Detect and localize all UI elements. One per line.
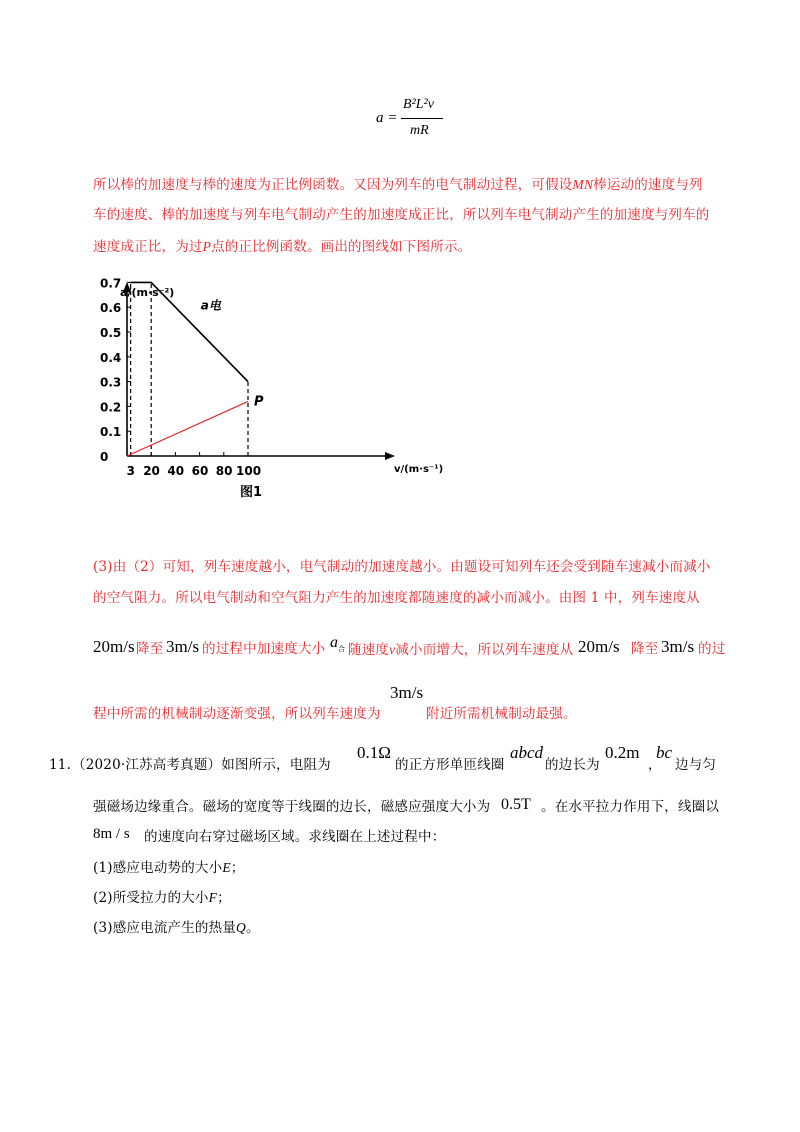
point-label: P: [254, 394, 264, 410]
x-tick-label: 60: [191, 464, 209, 478]
q11-b-field: 0.5T: [501, 796, 531, 813]
formula-numerator: B²L²v: [403, 97, 434, 112]
q11-line2b: 。在水平拉力作用下，线圈以: [541, 799, 720, 815]
proportional-line: [127, 401, 248, 456]
para3-line2: 的空气阻力。所以电气制动和空气阻力产生的加速度都随速度的减小而减小。由图 1 中，列车速度从: [93, 590, 700, 606]
q11-source: （2020·江苏高考真题）如图所示，电阻为: [72, 757, 331, 773]
q11-bc: bc: [656, 743, 673, 762]
q11-length: 0.2m: [605, 743, 640, 762]
formula-denominator: mR: [410, 123, 429, 138]
q11-resistance: 0.1Ω: [357, 743, 391, 762]
para3-t5: 降至: [631, 641, 659, 657]
q11-var-q: Q: [236, 920, 246, 935]
acceleration-velocity-chart: [90, 278, 470, 508]
x-tick-label: 80: [215, 464, 233, 478]
y-tick-label: 0.1: [100, 425, 122, 440]
x-tick-label: 20: [143, 464, 160, 478]
para3-t6: 的过: [698, 641, 726, 657]
q11-sub2b: ；: [217, 890, 231, 906]
para1-var-mn: MN: [572, 177, 594, 192]
para3-t1: 降至: [136, 641, 164, 657]
q11-t1: 的正方形单匝线圈: [395, 757, 505, 773]
q11-abcd: abcd: [510, 743, 544, 762]
y-axis-label: a/(m·s⁻²): [120, 286, 175, 299]
para3-a-sub: 合: [338, 645, 345, 654]
para1-line2: 车的速度、棒的加速度与列车电气制动产生的加速度成正比，所以列车电气制动产生的加速度与列车的: [93, 207, 710, 223]
y-tick-label: 0.7: [100, 278, 122, 291]
para1-line3: [93, 240, 471, 255]
q11-line3: 的速度向右穿过磁场区域。求线圈在上述过程中：: [144, 829, 446, 845]
x-axis-arrow: [385, 452, 395, 460]
y-tick-label: 0.3: [100, 375, 122, 390]
para3-v1: 20m/s: [93, 637, 135, 656]
para3-t4: 减小而增大，所以列车速度从: [395, 642, 574, 658]
x-tick-label: 3: [126, 464, 135, 478]
formula-lhs: a =: [376, 110, 398, 126]
q11-sub3: [93, 921, 260, 936]
q11-t4: 边与匀: [675, 757, 717, 773]
para3-v2: 3m/s: [166, 637, 200, 656]
x-tick-label: 40: [167, 464, 185, 478]
y-tick-label: 0: [100, 450, 109, 464]
y-tick-label: 0.2: [100, 400, 122, 415]
fraction-bar: [401, 118, 443, 119]
q11-number: 11.: [49, 757, 72, 773]
para1-line1a: 所以棒的加速度与棒的速度为正比例函数。又因为列车的电气制动过程，可假设: [93, 177, 573, 193]
y-tick-label: 0.6: [100, 301, 122, 316]
para3-l4-v: 3m/s: [390, 683, 424, 702]
para3-l4-t2: 附近所需机械制动最强。: [426, 706, 577, 722]
para3-a: [330, 634, 345, 654]
q11-sub2a: (2)所受拉力的大小: [93, 890, 209, 906]
para1-var-p: P: [202, 239, 212, 254]
para3-line3-mid: [348, 643, 573, 658]
para3-v4: 3m/s: [661, 637, 695, 656]
q11-sub2: [93, 891, 231, 906]
q11-speed: 8m / s: [93, 826, 130, 842]
para1-line3b: 点的正比例函数。画出的图线如下图所示。: [211, 239, 472, 255]
para1-line1: [93, 178, 703, 193]
para1-line3a: 速度成正比，为过: [93, 239, 203, 255]
para3-a-main: a: [330, 634, 338, 651]
q11-var-e: E: [222, 860, 231, 875]
q11-sub3b: 。: [245, 920, 260, 936]
q11-sub1b: ；: [230, 860, 245, 876]
curve-label: a电: [200, 298, 221, 313]
q11-line2a: 强磁场边缘重合。磁场的宽度等于线圈的边长，磁感应强度大小为: [93, 799, 491, 815]
para3-v3: 20m/s: [578, 637, 620, 656]
q11-sub1: [93, 861, 244, 876]
q11-t3: ，: [648, 757, 662, 773]
para3-var-v: v: [389, 642, 396, 657]
x-tick-label: 100: [236, 464, 262, 478]
figure-caption: 图1: [240, 485, 263, 500]
q11-sub1a: (1)感应电动势的大小: [93, 860, 223, 876]
q11-t2: 的边长为: [545, 757, 600, 773]
q11-sub3a: (3)感应电流产生的热量: [93, 920, 237, 936]
para1-line1b: 棒运动的速度与列: [593, 177, 703, 193]
para3-t2: 的过程中加速度大小: [202, 641, 326, 657]
y-tick-label: 0.4: [100, 350, 122, 365]
q11-var-f: F: [208, 890, 218, 905]
para3-t3: 随速度: [348, 642, 390, 658]
x-axis-label: v/(m·s⁻¹): [394, 464, 444, 475]
para3-line1: (3)由（2）可知，列车速度越小，电气制动的加速度越小。由题设可知列车还会受到随车速减小而减小: [93, 559, 711, 575]
para3-l4-t1: 程中所需的机械制动逐渐变强，所以列车速度为: [93, 706, 381, 722]
y-tick-label: 0.5: [100, 326, 122, 340]
